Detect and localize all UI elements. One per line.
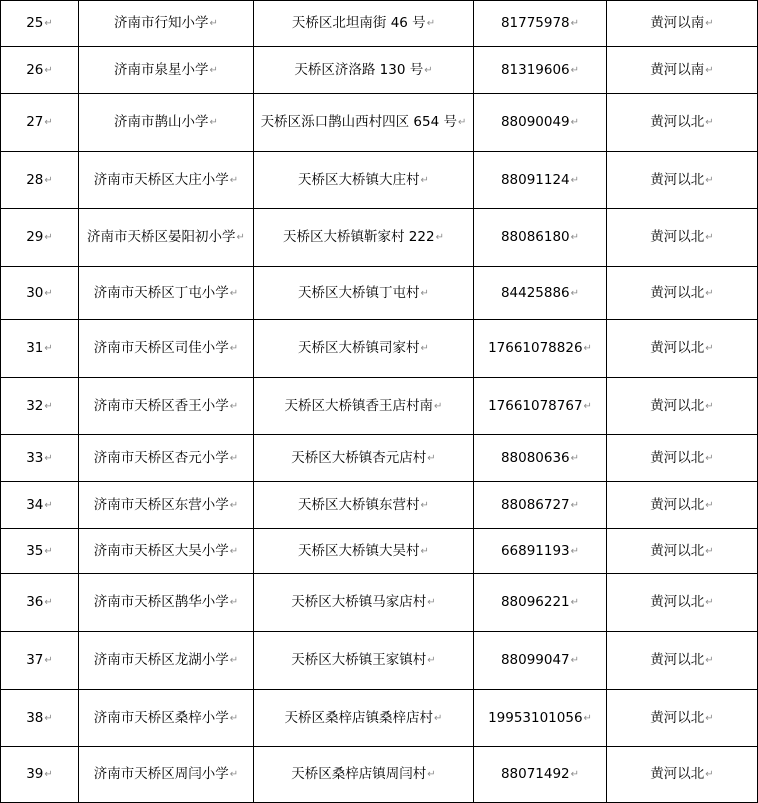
cell-address: 天桥区大桥镇王家镇村↵ [254, 632, 474, 690]
table-row [1, 529, 758, 574]
cell-end-mark: ↵ [229, 499, 239, 511]
cell-end-mark: ↵ [705, 400, 714, 412]
cell-end-mark: ↵ [705, 117, 714, 128]
cell-end-mark: ↵ [570, 287, 580, 299]
cell-end-mark: ↵ [570, 655, 580, 666]
cell-address: 天桥区桑梓店镇周闫村↵ [254, 747, 474, 803]
cell-end-mark: ↵ [420, 499, 429, 511]
cell-end-mark: ↵ [209, 18, 218, 29]
cell-end-mark: ↵ [570, 769, 580, 780]
table-row [1, 152, 758, 209]
cell-end-mark: ↵ [570, 232, 580, 243]
cell-end-mark: ↵ [209, 117, 218, 128]
cell-school-name: 济南市天桥区杏元小学↵ [79, 435, 254, 482]
cell-school-name: 济南市天桥区大庄小学↵ [79, 152, 254, 209]
cell-end-mark: ↵ [44, 452, 53, 464]
cell-end-mark: ↵ [705, 499, 714, 511]
table-row [1, 320, 758, 378]
cell-end-mark: ↵ [705, 18, 714, 29]
cell-end-mark: ↵ [44, 712, 53, 724]
cell-end-mark: ↵ [44, 117, 53, 128]
cell-school-name: 济南市天桥区丁屯小学↵ [79, 267, 254, 320]
table-row [1, 747, 758, 803]
cell-end-mark: ↵ [705, 597, 714, 608]
cell-no: 25↵ [1, 1, 79, 47]
table-row [1, 378, 758, 435]
cell-end-mark: ↵ [44, 343, 53, 354]
cell-no: 34↵ [1, 482, 79, 529]
cell-end-mark: ↵ [705, 287, 714, 299]
cell-school-name: 济南市天桥区司佳小学↵ [79, 320, 254, 378]
cell-region: 黄河以南↵ [607, 47, 758, 94]
cell-phone: 88091124↵ [474, 152, 607, 209]
cell-end-mark: ↵ [570, 117, 580, 128]
cell-school-name: 济南市泉星小学↵ [79, 47, 254, 94]
table-row [1, 267, 758, 320]
cell-phone: 88099047↵ [474, 632, 607, 690]
cell-address: 天桥区大桥镇杏元店村↵ [254, 435, 474, 482]
cell-region: 黄河以北↵ [607, 482, 758, 529]
cell-phone: 81319606↵ [474, 47, 607, 94]
cell-address: 天桥区大桥镇马家店村↵ [254, 574, 474, 632]
cell-region: 黄河以北↵ [607, 574, 758, 632]
cell-end-mark: ↵ [229, 545, 239, 557]
cell-end-mark: ↵ [570, 174, 580, 186]
cell-phone: 88090049↵ [474, 94, 607, 152]
cell-end-mark: ↵ [434, 400, 443, 412]
cell-end-mark: ↵ [583, 343, 592, 354]
cell-school-name: 济南市天桥区晏阳初小学↵ [79, 209, 254, 267]
cell-address: 天桥区大桥镇香王店村南↵ [254, 378, 474, 435]
cell-region: 黄河以北↵ [607, 690, 758, 747]
cell-end-mark: ↵ [229, 712, 239, 724]
cell-end-mark: ↵ [44, 287, 53, 299]
cell-region: 黄河以北↵ [607, 378, 758, 435]
cell-end-mark: ↵ [44, 232, 53, 243]
cell-end-mark: ↵ [705, 232, 714, 243]
cell-phone: 88071492↵ [474, 747, 607, 803]
table-row [1, 47, 758, 94]
cell-no: 30↵ [1, 267, 79, 320]
cell-address: 天桥区桑梓店镇桑梓店村↵ [254, 690, 474, 747]
cell-phone: 88080636↵ [474, 435, 607, 482]
table-row [1, 94, 758, 152]
cell-end-mark: ↵ [236, 232, 245, 243]
cell-region: 黄河以北↵ [607, 747, 758, 803]
cell-end-mark: ↵ [420, 287, 429, 299]
cell-end-mark: ↵ [229, 597, 239, 608]
cell-end-mark: ↵ [705, 64, 714, 76]
cell-no: 32↵ [1, 378, 79, 435]
cell-end-mark: ↵ [44, 18, 53, 29]
cell-no: 29↵ [1, 209, 79, 267]
table-body [1, 1, 758, 803]
cell-end-mark: ↵ [44, 769, 53, 780]
cell-end-mark: ↵ [427, 655, 436, 666]
cell-end-mark: ↵ [229, 769, 239, 780]
cell-end-mark: ↵ [435, 232, 444, 243]
cell-address: 天桥区大桥镇东营村↵ [254, 482, 474, 529]
cell-phone: 88086180↵ [474, 209, 607, 267]
cell-end-mark: ↵ [705, 545, 714, 557]
cell-end-mark: ↵ [705, 655, 714, 666]
cell-end-mark: ↵ [434, 712, 443, 724]
cell-end-mark: ↵ [209, 64, 218, 76]
table-row [1, 574, 758, 632]
cell-no: 28↵ [1, 152, 79, 209]
table-row [1, 482, 758, 529]
cell-end-mark: ↵ [570, 64, 580, 76]
table-row [1, 690, 758, 747]
cell-no: 39↵ [1, 747, 79, 803]
cell-end-mark: ↵ [705, 712, 714, 724]
cell-address: 天桥区大桥镇司家村↵ [254, 320, 474, 378]
cell-school-name: 济南市行知小学↵ [79, 1, 254, 47]
cell-no: 27↵ [1, 94, 79, 152]
cell-end-mark: ↵ [705, 343, 714, 354]
cell-end-mark: ↵ [583, 712, 592, 724]
cell-end-mark: ↵ [44, 597, 53, 608]
cell-end-mark: ↵ [570, 18, 580, 29]
table-row [1, 632, 758, 690]
cell-phone: 17661078767↵ [474, 378, 607, 435]
cell-end-mark: ↵ [570, 499, 580, 511]
cell-region: 黄河以北↵ [607, 320, 758, 378]
cell-no: 35↵ [1, 529, 79, 574]
cell-region: 黄河以北↵ [607, 267, 758, 320]
table-row [1, 435, 758, 482]
cell-school-name: 济南市天桥区龙湖小学↵ [79, 632, 254, 690]
cell-school-name: 济南市天桥区东营小学↵ [79, 482, 254, 529]
cell-end-mark: ↵ [44, 499, 53, 511]
cell-school-name: 济南市天桥区周闫小学↵ [79, 747, 254, 803]
cell-phone: 19953101056↵ [474, 690, 607, 747]
cell-no: 33↵ [1, 435, 79, 482]
cell-school-name: 济南市鹊山小学↵ [79, 94, 254, 152]
cell-end-mark: ↵ [705, 452, 714, 464]
cell-address: 天桥区大桥镇靳家村 222↵ [254, 209, 474, 267]
cell-end-mark: ↵ [570, 597, 580, 608]
cell-end-mark: ↵ [44, 174, 53, 186]
cell-address: 天桥区济洛路 130 号↵ [254, 47, 474, 94]
cell-end-mark: ↵ [44, 545, 53, 557]
cell-end-mark: ↵ [229, 343, 239, 354]
cell-end-mark: ↵ [427, 769, 436, 780]
cell-region: 黄河以北↵ [607, 209, 758, 267]
cell-end-mark: ↵ [229, 655, 239, 666]
cell-end-mark: ↵ [426, 18, 436, 29]
cell-end-mark: ↵ [229, 287, 239, 299]
cell-no: 38↵ [1, 690, 79, 747]
cell-end-mark: ↵ [420, 545, 429, 557]
cell-phone: 88086727↵ [474, 482, 607, 529]
cell-school-name: 济南市天桥区香王小学↵ [79, 378, 254, 435]
cell-region: 黄河以北↵ [607, 529, 758, 574]
cell-address: 天桥区大桥镇大庄村↵ [254, 152, 474, 209]
cell-end-mark: ↵ [44, 655, 53, 666]
cell-end-mark: ↵ [424, 64, 433, 76]
cell-end-mark: ↵ [44, 400, 53, 412]
cell-phone: 66891193↵ [474, 529, 607, 574]
cell-school-name: 济南市天桥区大吴小学↵ [79, 529, 254, 574]
cell-phone: 81775978↵ [474, 1, 607, 47]
cell-phone: 84425886↵ [474, 267, 607, 320]
cell-no: 36↵ [1, 574, 79, 632]
cell-school-name: 济南市天桥区鹊华小学↵ [79, 574, 254, 632]
cell-no: 26↵ [1, 47, 79, 94]
cell-end-mark: ↵ [427, 452, 436, 464]
cell-region: 黄河以北↵ [607, 152, 758, 209]
cell-address: 天桥区大桥镇丁屯村↵ [254, 267, 474, 320]
cell-end-mark: ↵ [457, 117, 467, 128]
cell-no: 37↵ [1, 632, 79, 690]
table-row [1, 1, 758, 47]
cell-phone: 17661078826↵ [474, 320, 607, 378]
cell-address: 天桥区大桥镇大吴村↵ [254, 529, 474, 574]
table-row [1, 209, 758, 267]
cell-end-mark: ↵ [229, 174, 239, 186]
cell-no: 31↵ [1, 320, 79, 378]
cell-region: 黄河以北↵ [607, 632, 758, 690]
cell-end-mark: ↵ [570, 452, 580, 464]
cell-end-mark: ↵ [420, 343, 429, 354]
cell-end-mark: ↵ [705, 769, 714, 780]
cell-address: 天桥区泺口鹊山西村四区 654 号↵ [254, 94, 474, 152]
cell-school-name: 济南市天桥区桑梓小学↵ [79, 690, 254, 747]
cell-region: 黄河以北↵ [607, 435, 758, 482]
cell-phone: 88096221↵ [474, 574, 607, 632]
cell-end-mark: ↵ [570, 545, 580, 557]
cell-region: 黄河以南↵ [607, 1, 758, 47]
cell-end-mark: ↵ [583, 400, 592, 412]
cell-end-mark: ↵ [427, 597, 436, 608]
cell-end-mark: ↵ [420, 174, 429, 186]
cell-end-mark: ↵ [229, 452, 239, 464]
cell-address: 天桥区北坦南街 46 号↵ [254, 1, 474, 47]
cell-end-mark: ↵ [229, 400, 239, 412]
cell-region: 黄河以北↵ [607, 94, 758, 152]
cell-end-mark: ↵ [705, 174, 714, 186]
cell-end-mark: ↵ [44, 64, 53, 76]
